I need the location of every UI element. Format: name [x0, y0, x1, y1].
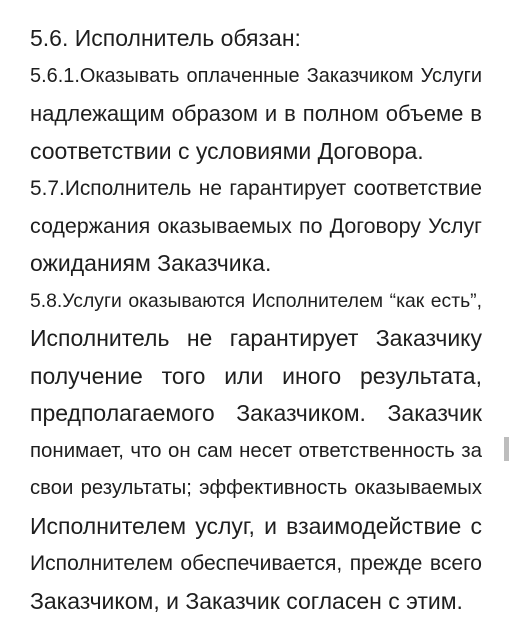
text-line-12: понимает, что он сам несет ответственность за — [30, 439, 482, 462]
text-line-16: Заказчиком, и Заказчик согласен с этим. — [30, 587, 463, 614]
text-line-5: 5.7.Исполнитель не гарантирует соответствие — [30, 177, 482, 200]
text-line-8: 5.8.Услуги оказываются Исполнителем “как есть”, — [30, 289, 482, 312]
text-line-11: предполагаемого Заказчиком. Заказчик — [30, 400, 482, 426]
text-line-4: соответствии с условиями Договора. — [30, 137, 424, 164]
text-line-2: 5.6.1.Оказывать оплаченные Заказчиком Услуги — [30, 64, 482, 87]
text-line-14: Исполнителем услуг, и взаимодействие с — [30, 512, 482, 539]
text-line-7: ожиданиям Заказчика. — [30, 250, 272, 276]
document-text — [30, 20, 482, 620]
text-line-13: свои результаты; эффективность оказываемых — [30, 477, 482, 499]
text-line-3: надлежащим образом и в полном объеме в — [30, 101, 482, 126]
scrollbar-thumb[interactable] — [504, 437, 509, 461]
text-line-1: 5.6. Исполнитель обязан: — [30, 25, 301, 51]
text-line-10: получение того или иного результата, — [30, 362, 482, 389]
text-line-15: Исполнителем обеспечивается, прежде всего — [30, 552, 482, 575]
text-line-9: Исполнитель не гарантирует Заказчику — [30, 325, 482, 351]
text-line-6: содержания оказываемых по Договору Услуг — [30, 213, 482, 238]
